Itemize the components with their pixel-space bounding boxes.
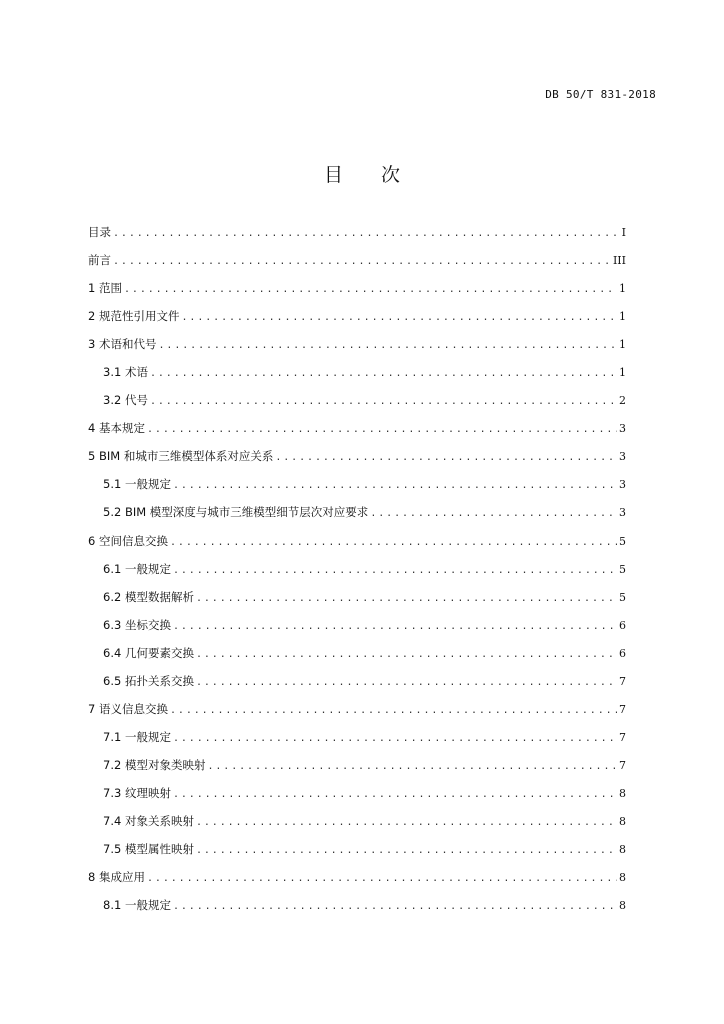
- toc-page-number: 5: [619, 590, 626, 604]
- dot-leader: [370, 505, 617, 523]
- dot-leader: [181, 309, 617, 327]
- toc-page-number: 1: [619, 282, 626, 296]
- toc-subentry[interactable]: [88, 391, 626, 419]
- dot-leader: [196, 814, 617, 832]
- toc-entry-text: 7.4 对象关系映射: [103, 813, 194, 828]
- dot-leader: [173, 786, 617, 804]
- toc-page-number: III: [612, 254, 626, 268]
- toc-page-number: 6: [619, 618, 626, 632]
- toc-entry-text: 7.5 模型属性映射: [103, 842, 194, 857]
- toc-page-number: 8: [619, 871, 626, 885]
- toc-page-number: 1: [619, 310, 626, 324]
- dot-leader: [124, 281, 617, 299]
- toc-subentry[interactable]: [88, 672, 626, 700]
- toc-entry[interactable]: [88, 419, 626, 447]
- dot-leader: [170, 702, 617, 720]
- toc-entry-text: 3.2 代号: [103, 393, 148, 408]
- toc-entry-text: 6.2 模型数据解析: [103, 589, 194, 604]
- toc-entry-text: 2 规范性引用文件: [88, 309, 180, 324]
- dot-leader: [173, 618, 617, 636]
- toc-entry[interactable]: [88, 251, 626, 279]
- toc-page-number: 1: [619, 366, 626, 380]
- toc-entry-text: 3 术语和代号: [88, 337, 157, 352]
- dot-leader: [173, 562, 617, 580]
- toc-entry-text: 6.3 坐标交换: [103, 617, 171, 632]
- toc-subentry[interactable]: [88, 728, 626, 756]
- dot-leader: [196, 842, 617, 860]
- toc-subentry[interactable]: [88, 784, 626, 812]
- toc-entry[interactable]: [88, 335, 626, 363]
- toc-entry-text: 1 范围: [88, 281, 122, 296]
- dot-leader: [173, 730, 617, 748]
- toc-entry-text: 目录: [88, 225, 111, 239]
- toc-page-number: 7: [619, 674, 626, 688]
- toc-subentry[interactable]: [88, 588, 626, 616]
- toc-page-number: 5: [619, 562, 626, 576]
- toc-subentry[interactable]: [88, 363, 626, 391]
- dot-leader: [158, 337, 617, 355]
- dot-leader: [170, 534, 617, 552]
- toc-entry-text: 3.1 术语: [103, 365, 148, 380]
- dot-leader: [113, 253, 611, 271]
- dot-leader: [196, 646, 617, 664]
- toc-entry-text: 6.5 拓扑关系交换: [103, 673, 194, 688]
- dot-leader: [147, 421, 617, 439]
- dot-leader: [150, 393, 617, 411]
- toc-page-number: 6: [619, 646, 626, 660]
- toc-entry-text: 7 语义信息交换: [88, 701, 168, 716]
- toc-entry[interactable]: [88, 700, 626, 728]
- toc-entry[interactable]: [88, 532, 626, 560]
- toc-entry[interactable]: [88, 868, 626, 896]
- dot-leader: [207, 758, 617, 776]
- dot-leader: [113, 225, 620, 243]
- toc-page-number: 3: [619, 450, 626, 464]
- toc-entry-text: 6 空间信息交换: [88, 533, 168, 548]
- toc-entry-text: 5 BIM 和城市三维模型体系对应关系: [88, 449, 274, 464]
- toc-page-number: 7: [619, 730, 626, 744]
- dot-leader: [275, 449, 617, 467]
- toc-page-number: 8: [619, 843, 626, 857]
- toc-page-number: 7: [619, 758, 626, 772]
- toc-page-number: 8: [619, 786, 626, 800]
- dot-leader: [150, 365, 617, 383]
- toc-entry-text: 7.2 模型对象类映射: [103, 757, 206, 772]
- toc-entry-text: 5.1 一般规定: [103, 477, 171, 492]
- toc-page-number: 8: [619, 899, 626, 913]
- toc-subentry[interactable]: [88, 896, 626, 924]
- toc-page-number: 1: [619, 338, 626, 352]
- toc-subentry[interactable]: [88, 840, 626, 868]
- dot-leader: [147, 870, 617, 888]
- toc-entry[interactable]: [88, 447, 626, 475]
- toc-page-number: 3: [619, 478, 626, 492]
- toc-page-number: 3: [619, 506, 626, 520]
- toc-entry-text: 4 基本规定: [88, 421, 145, 436]
- toc-page-number: 3: [619, 422, 626, 436]
- toc-entry-text: 7.1 一般规定: [103, 729, 171, 744]
- toc-page-number: 2: [619, 394, 626, 408]
- toc-subentry[interactable]: [88, 756, 626, 784]
- dot-leader: [173, 898, 617, 916]
- dot-leader: [173, 477, 617, 495]
- dot-leader: [196, 674, 617, 692]
- toc-entry-text: 5.2 BIM 模型深度与城市三维模型细节层次对应要求: [103, 505, 369, 520]
- toc-page-number: 7: [619, 702, 626, 716]
- document-code: DB 50/T 831-2018: [545, 88, 656, 101]
- toc-subentry[interactable]: [88, 812, 626, 840]
- toc-entry-text: 6.1 一般规定: [103, 561, 171, 576]
- toc-subentry[interactable]: [88, 475, 626, 503]
- toc-entry-text: 前言: [88, 253, 111, 268]
- toc-entry[interactable]: [88, 307, 626, 335]
- toc-entry[interactable]: [88, 279, 626, 307]
- toc-entry[interactable]: [88, 223, 626, 251]
- toc-subentry[interactable]: [88, 644, 626, 672]
- toc-subentry[interactable]: [88, 616, 626, 644]
- toc-entry-text: 8.1 一般规定: [103, 898, 171, 913]
- page-title: 目次: [323, 164, 438, 186]
- toc-page-number: I: [621, 226, 626, 239]
- toc-entry-text: 6.4 几何要素交换: [103, 645, 194, 660]
- toc-subentry[interactable]: [88, 560, 626, 588]
- toc-entry-text: 7.3 纹理映射: [103, 785, 171, 800]
- table-of-contents: [88, 223, 626, 924]
- toc-page-number: 5: [619, 534, 626, 548]
- toc-page-number: 8: [619, 814, 626, 828]
- toc-subentry[interactable]: [88, 503, 626, 531]
- dot-leader: [196, 590, 617, 608]
- toc-entry-text: 8 集成应用: [88, 870, 145, 885]
